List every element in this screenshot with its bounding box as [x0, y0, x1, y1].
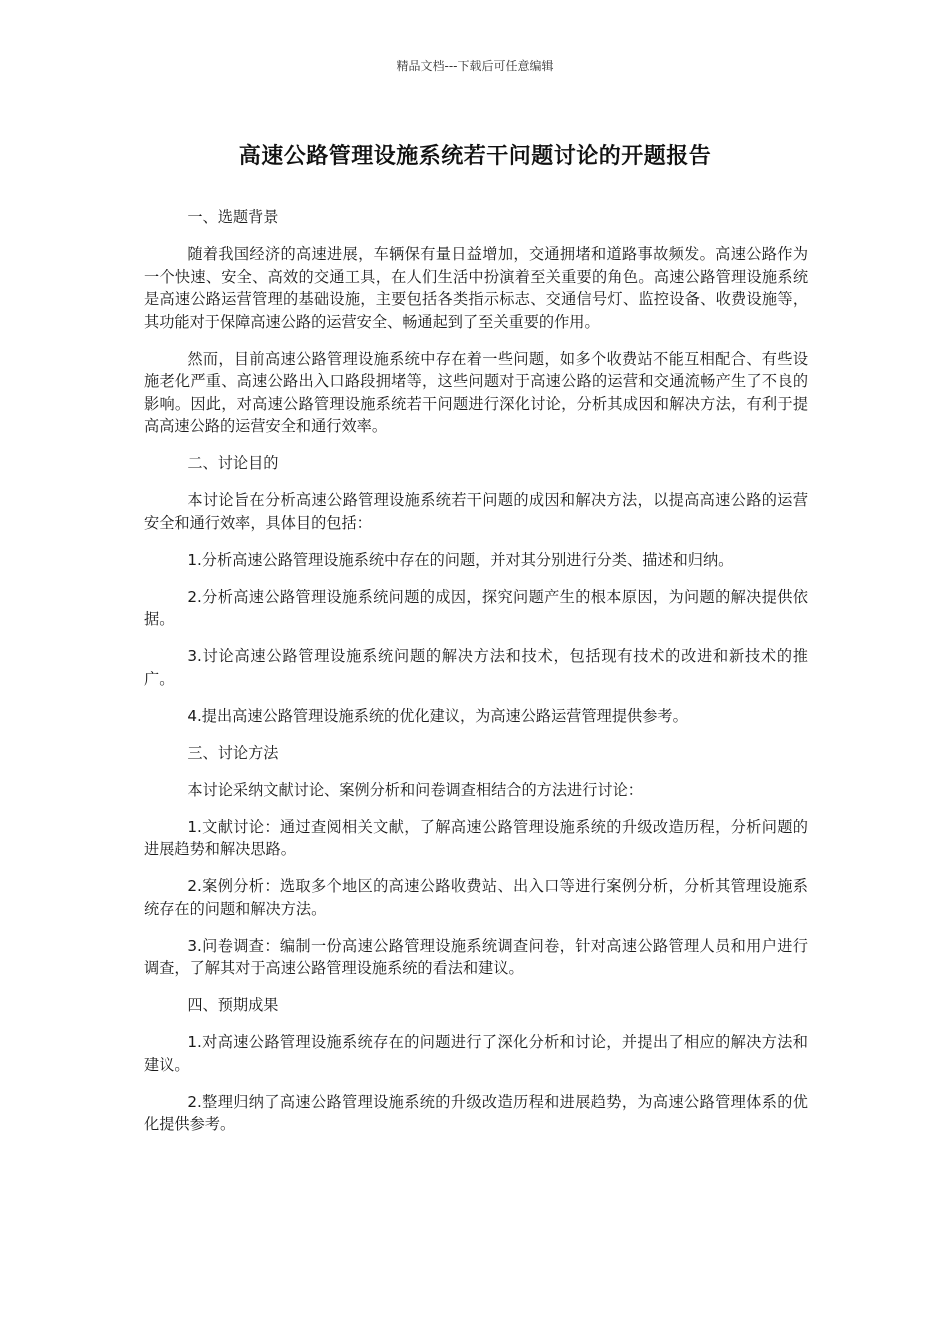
list-item: 2.分析高速公路管理设施系统问题的成因，探究问题产生的根本原因，为问题的解决提供依据。 [144, 587, 808, 628]
page-header: 精品文档---下载后可任意编辑 [396, 59, 554, 73]
paragraph: 然而，目前高速公路管理设施系统中存在着一些问题，如多个收费站不能互相配合、有些设施老化严重、高速公路出入口路段拥堵等，这些问题对于高速公路的运营和交通流畅产生了不良的影响。因此，对高速公路管理设施系统若干问题进行深化讨论，分析其成因和解决方法，有利于提高高速公路的运营安全和通行效率。 [144, 349, 808, 435]
section-heading: 二、讨论目的 [187, 454, 279, 472]
section-heading: 一、选题背景 [187, 208, 279, 226]
list-item: 1.文献讨论：通过查阅相关文献，了解高速公路管理设施系统的升级改造历程，分析问题的进展趋势和解决思路。 [144, 817, 808, 858]
list-item: 1.分析高速公路管理设施系统中存在的问题，并对其分别进行分类、描述和归纳。 [187, 550, 734, 569]
paragraph: 本讨论旨在分析高速公路管理设施系统若干问题的成因和解决方法，以提高高速公路的运营安全和通行效率，具体目的包括： [144, 491, 808, 532]
document-body [144, 206, 808, 1150]
paragraph: 本讨论采纳文献讨论、案例分析和问卷调查相结合的方法进行讨论： [187, 780, 643, 799]
list-item: 2.整理归纳了高速公路管理设施系统的升级改造历程和进展趋势，为高速公路管理体系的优化提供参考。 [144, 1092, 808, 1133]
list-item: 4.提出高速公路管理设施系统的优化建议，为高速公路运营管理提供参考。 [187, 706, 688, 725]
paragraph: 随着我国经济的高速进展，车辆保有量日益增加，交通拥堵和道路事故频发。高速公路作为一个快速、安全、高效的交通工具，在人们生活中扮演着至关重要的角色。高速公路管理设施系统是高速公路运营管理的基础设施，主要包括各类指示标志、交通信号灯、监控设备、收费设施等，其功能对于保障高速公路的运营安全、畅通起到了至关重要的作用。 [144, 245, 808, 331]
section-heading: 三、讨论方法 [187, 743, 279, 762]
list-item: 2.案例分析：选取多个地区的高速公路收费站、出入口等进行案例分析，分析其管理设施系统存在的问题和解决方法。 [144, 877, 808, 918]
list-item: 3.讨论高速公路管理设施系统问题的解决方法和技术，包括现有技术的改进和新技术的推广。 [144, 647, 808, 688]
list-item: 1.对高速公路管理设施系统存在的问题进行了深化分析和讨论，并提出了相应的解决方法和建议。 [144, 1033, 808, 1074]
section-heading: 四、预期成果 [187, 996, 279, 1014]
document-title: 高速公路管理设施系统若干问题讨论的开题报告 [238, 144, 712, 169]
list-item: 3.问卷调查：编制一份高速公路管理设施系统调查问卷，针对高速公路管理人员和用户进行调查，了解其对于高速公路管理设施系统的看法和建议。 [144, 936, 808, 977]
